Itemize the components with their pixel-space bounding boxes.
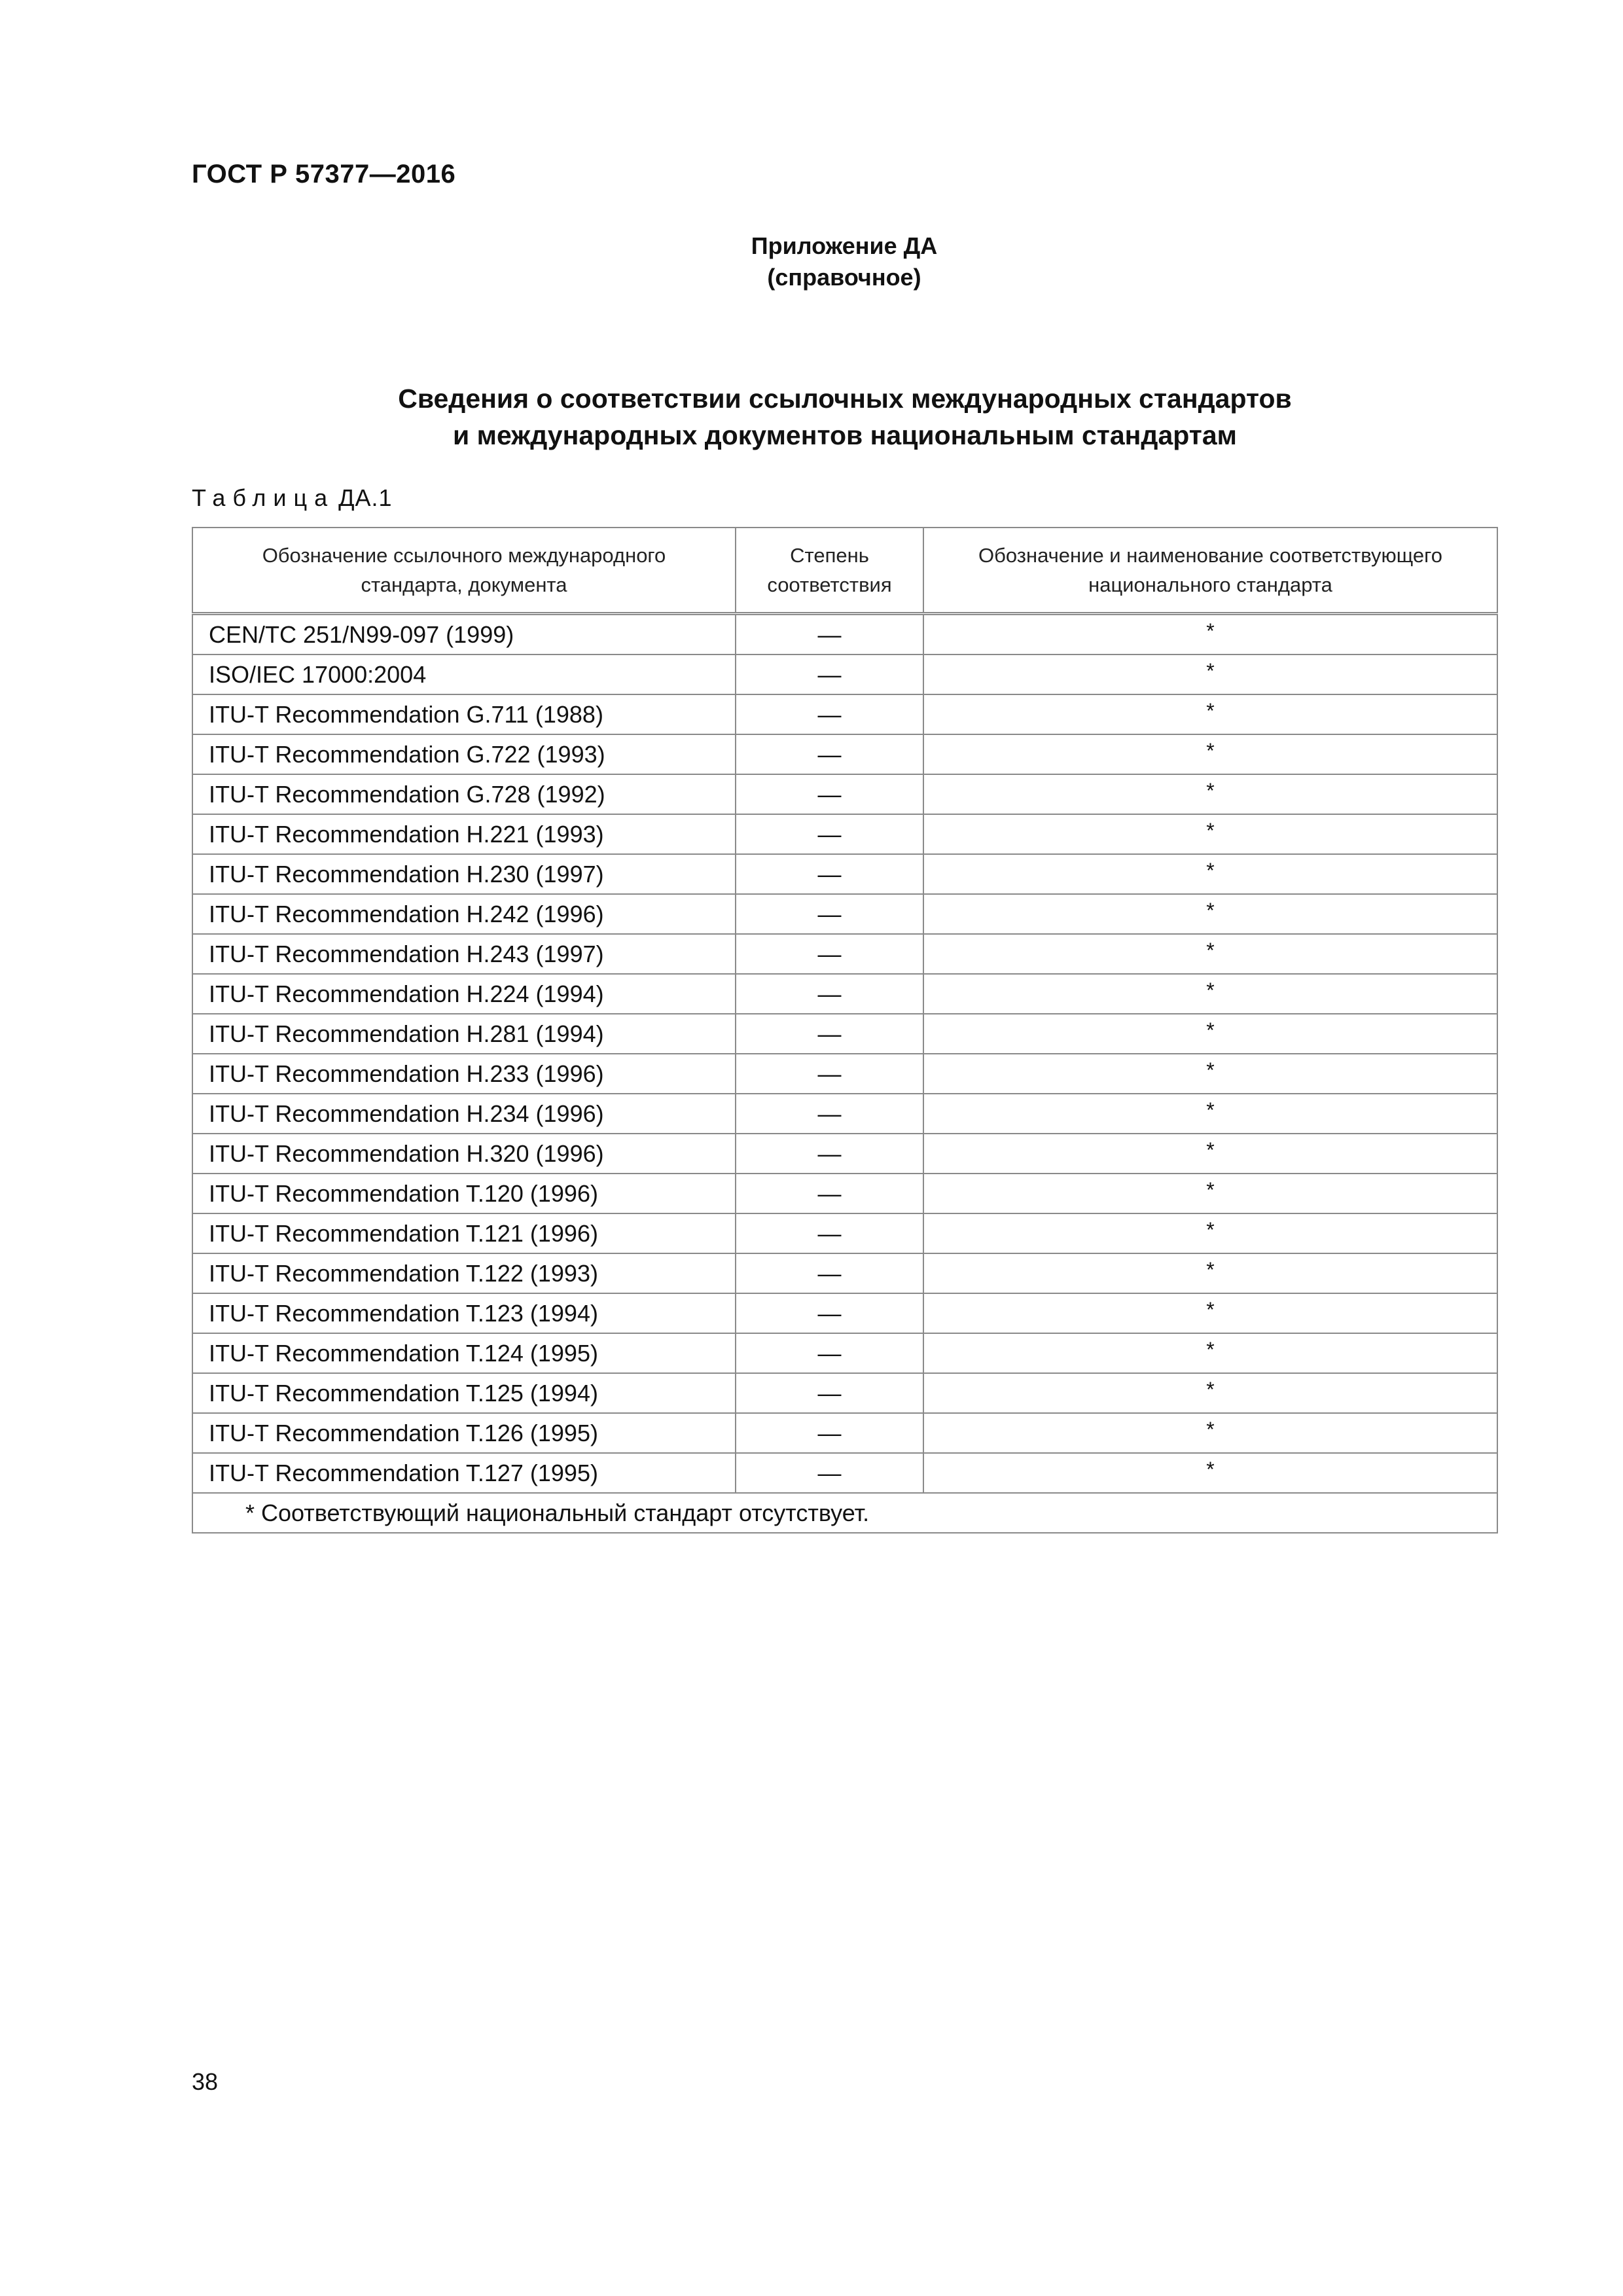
section-title-line-2: и международных документов национальным стандартам bbox=[453, 420, 1237, 450]
cell-national-standard: * bbox=[923, 774, 1497, 814]
cell-national-standard: * bbox=[923, 614, 1497, 655]
table-row bbox=[192, 814, 1497, 854]
cell-degree: — bbox=[736, 1054, 923, 1094]
cell-degree: — bbox=[736, 1213, 923, 1253]
cell-reference: ITU-T Recommendation G.728 (1992) bbox=[192, 774, 736, 814]
cell-reference: ITU-T Recommendation T.126 (1995) bbox=[192, 1413, 736, 1453]
section-title-line-1: Сведения о соответствии ссылочных международных стандартов bbox=[398, 384, 1292, 414]
cell-degree: — bbox=[736, 1373, 923, 1413]
table-header-row bbox=[192, 528, 1497, 614]
table-row bbox=[192, 1094, 1497, 1134]
table-row bbox=[192, 854, 1497, 894]
table-row bbox=[192, 1373, 1497, 1413]
table-row bbox=[192, 1213, 1497, 1253]
cell-degree: — bbox=[736, 774, 923, 814]
cell-reference: ISO/IEC 17000:2004 bbox=[192, 655, 736, 694]
table-row bbox=[192, 1014, 1497, 1054]
cell-national-standard: * bbox=[923, 854, 1497, 894]
table-row bbox=[192, 974, 1497, 1014]
cell-reference: CEN/TC 251/N99-097 (1999) bbox=[192, 614, 736, 655]
cell-reference: ITU-T Recommendation H.224 (1994) bbox=[192, 974, 736, 1014]
cell-national-standard: * bbox=[923, 1413, 1497, 1453]
table-row bbox=[192, 655, 1497, 694]
cell-reference: ITU-T Recommendation G.722 (1993) bbox=[192, 734, 736, 774]
cell-degree: — bbox=[736, 1333, 923, 1373]
cell-reference: ITU-T Recommendation H.233 (1996) bbox=[192, 1054, 736, 1094]
table-row bbox=[192, 934, 1497, 974]
cell-degree: — bbox=[736, 1134, 923, 1174]
cell-national-standard: * bbox=[923, 1094, 1497, 1134]
table-row bbox=[192, 1333, 1497, 1373]
cell-reference: ITU-T Recommendation H.281 (1994) bbox=[192, 1014, 736, 1054]
cell-national-standard: * bbox=[923, 814, 1497, 854]
cell-national-standard: * bbox=[923, 1213, 1497, 1253]
table-row bbox=[192, 1134, 1497, 1174]
cell-national-standard: * bbox=[923, 1333, 1497, 1373]
cell-reference: ITU-T Recommendation H.320 (1996) bbox=[192, 1134, 736, 1174]
cell-degree: — bbox=[736, 1453, 923, 1493]
column-header-reference: Обозначение ссылочного международного стандарта, документа bbox=[192, 528, 736, 614]
table-row bbox=[192, 1253, 1497, 1293]
cell-reference: ITU-T Recommendation T.122 (1993) bbox=[192, 1253, 736, 1293]
cell-degree: — bbox=[736, 734, 923, 774]
cell-degree: — bbox=[736, 894, 923, 934]
table-footnote-row bbox=[192, 1493, 1497, 1533]
section-title bbox=[192, 380, 1498, 454]
cell-degree: — bbox=[736, 1094, 923, 1134]
table-caption-number: ДА.1 bbox=[338, 484, 393, 511]
cell-reference: ITU-T Recommendation H.243 (1997) bbox=[192, 934, 736, 974]
cell-national-standard: * bbox=[923, 1014, 1497, 1054]
table-row bbox=[192, 1453, 1497, 1493]
cell-reference: ITU-T Recommendation H.234 (1996) bbox=[192, 1094, 736, 1134]
cell-reference: ITU-T Recommendation G.711 (1988) bbox=[192, 694, 736, 734]
table-row bbox=[192, 1413, 1497, 1453]
cell-national-standard: * bbox=[923, 974, 1497, 1014]
cell-degree: — bbox=[736, 655, 923, 694]
appendix-title: Приложение ДА bbox=[751, 232, 938, 259]
cell-degree: — bbox=[736, 614, 923, 655]
cell-reference: ITU-T Recommendation T.120 (1996) bbox=[192, 1174, 736, 1213]
cell-degree: — bbox=[736, 1293, 923, 1333]
cell-degree: — bbox=[736, 1253, 923, 1293]
cell-degree: — bbox=[736, 854, 923, 894]
column-header-degree: Степень соответствия bbox=[736, 528, 923, 614]
table-row bbox=[192, 614, 1497, 655]
cell-reference: ITU-T Recommendation H.221 (1993) bbox=[192, 814, 736, 854]
cell-national-standard: * bbox=[923, 1174, 1497, 1213]
table-row bbox=[192, 1293, 1497, 1333]
cell-national-standard: * bbox=[923, 1293, 1497, 1333]
cell-national-standard: * bbox=[923, 1054, 1497, 1094]
appendix-heading bbox=[681, 230, 1008, 293]
table-row bbox=[192, 1054, 1497, 1094]
page-number: 38 bbox=[192, 2068, 219, 2095]
cell-degree: — bbox=[736, 814, 923, 854]
table-row bbox=[192, 774, 1497, 814]
cell-reference: ITU-T Recommendation T.123 (1994) bbox=[192, 1293, 736, 1333]
cell-reference: ITU-T Recommendation H.230 (1997) bbox=[192, 854, 736, 894]
cell-degree: — bbox=[736, 974, 923, 1014]
column-header-national-standard: Обозначение и наименование соответствующего национального стандарта bbox=[923, 528, 1497, 614]
document-code: ГОСТ Р 57377—2016 bbox=[192, 160, 456, 188]
correspondence-table bbox=[192, 527, 1498, 1534]
cell-national-standard: * bbox=[923, 1453, 1497, 1493]
cell-reference: ITU-T Recommendation T.125 (1994) bbox=[192, 1373, 736, 1413]
cell-degree: — bbox=[736, 1413, 923, 1453]
cell-national-standard: * bbox=[923, 934, 1497, 974]
table-row bbox=[192, 694, 1497, 734]
table-row bbox=[192, 1174, 1497, 1213]
cell-national-standard: * bbox=[923, 655, 1497, 694]
cell-national-standard: * bbox=[923, 1373, 1497, 1413]
table-footnote: * Соответствующий национальный стандарт отсутствует. bbox=[192, 1493, 1497, 1533]
table-caption-word: Таблица bbox=[192, 484, 335, 511]
cell-national-standard: * bbox=[923, 1253, 1497, 1293]
table-caption bbox=[192, 484, 393, 512]
cell-degree: — bbox=[736, 934, 923, 974]
cell-national-standard: * bbox=[923, 1134, 1497, 1174]
cell-national-standard: * bbox=[923, 694, 1497, 734]
cell-degree: — bbox=[736, 1174, 923, 1213]
table-row bbox=[192, 894, 1497, 934]
cell-national-standard: * bbox=[923, 894, 1497, 934]
cell-reference: ITU-T Recommendation H.242 (1996) bbox=[192, 894, 736, 934]
cell-reference: ITU-T Recommendation T.127 (1995) bbox=[192, 1453, 736, 1493]
table-row bbox=[192, 734, 1497, 774]
cell-reference: ITU-T Recommendation T.124 (1995) bbox=[192, 1333, 736, 1373]
cell-national-standard: * bbox=[923, 734, 1497, 774]
cell-degree: — bbox=[736, 694, 923, 734]
cell-degree: — bbox=[736, 1014, 923, 1054]
table-body bbox=[192, 614, 1497, 1534]
appendix-subtitle: (справочное) bbox=[767, 264, 921, 291]
cell-reference: ITU-T Recommendation T.121 (1996) bbox=[192, 1213, 736, 1253]
